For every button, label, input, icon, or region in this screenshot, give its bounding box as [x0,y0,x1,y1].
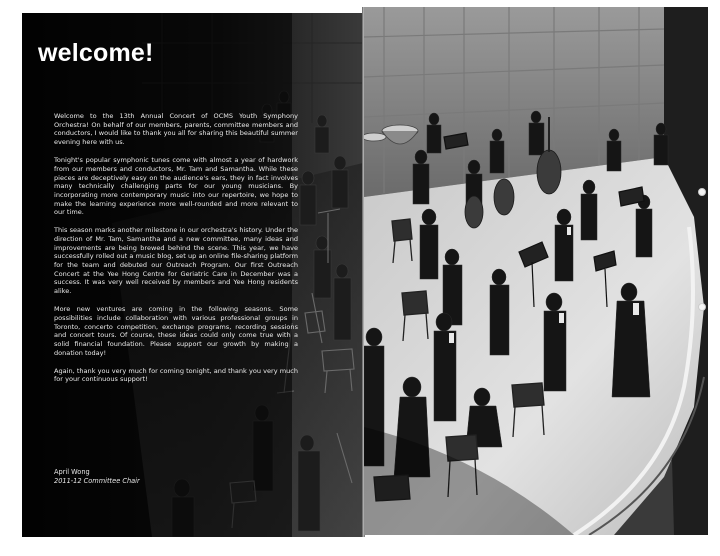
left-page [22,13,363,537]
letter-paragraph: This season marks another milestone in our orchestra's history. Under the direction of Mr. Tam, Samantha and a new committee, many ideas and improvements are being brewed behind the scene. This year, we have successfully rolled out a music blog, set up an online file-sharing platform for the team and debuted our Outreach Program. Our first Outreach Concert at the Yee Hong Centre for Geriatric Care in December was a success. It was very well received by members and Yee Hong residents alike. [54,226,298,295]
orchestra-photo [364,7,708,535]
punch-hole [698,188,706,196]
punch-hole [698,303,706,311]
page-title: welcome! [38,39,154,67]
letter-paragraph: Again, thank you very much for coming tonight, and thank you very much for your continuous support! [54,366,298,384]
welcome-letter [54,112,298,394]
letter-paragraph: Tonight's popular symphonic tunes come with almost a year of hardwork from our members and conductors, Mr. Tam and Samantha. While these pieces are deceptively easy on the audience's ears, they in fact involves many technically challenging parts for our young musicians. By incorporating more contemporary music into our repertoire, we hope to make the learning experience more well-rounded and more relevant to our time. [54,156,298,217]
right-page [364,7,708,535]
letter-paragraph: Welcome to the 13th Annual Concert of OCMS Youth Symphony Orchestra! On behalf of our members, parents, committee members and conductors, I would like to thank you all for sharing this beautiful summer evening here with us. [54,112,298,146]
letter-paragraph: More new ventures are coming in the following seasons. Some possibilities include collaboration with various professional groups in Toronto, concerto competition, exchange programs, recording sessions and concert tours. Of course, these ideas could only come true with a solid financial foundation. Please support our growth by making a donation today! [54,305,298,357]
signature-name: April Wong [54,468,90,476]
signature-role: 2011-12 Committee Chair [54,477,140,485]
signature-block [54,468,140,486]
